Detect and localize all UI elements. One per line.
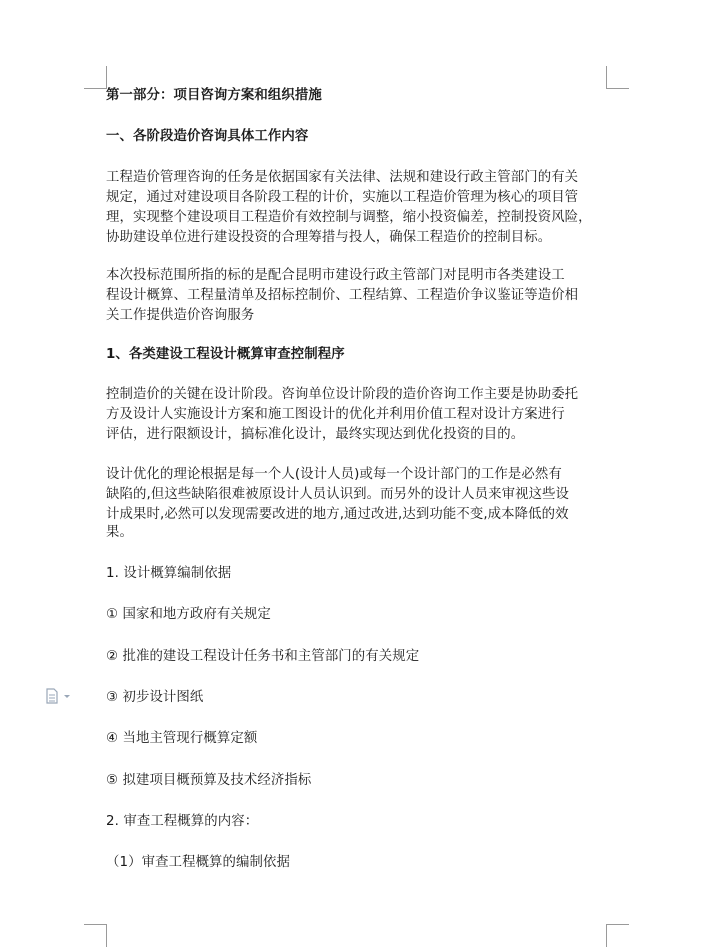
crop-mark-top-right bbox=[606, 66, 629, 89]
crop-mark-top-left bbox=[84, 66, 107, 89]
paragraph-1-line-2: 规定，通过对建设项目各阶段工程的计价，实施以工程造价管理为核心的项目管 bbox=[106, 190, 579, 205]
list-item: ④ 当地主管现行概算定额 bbox=[106, 731, 258, 746]
paragraph-1-line-1: 工程造价管理咨询的任务是依据国家有关法律、法规和建设行政主管部门的有关 bbox=[106, 170, 579, 185]
subsection-heading: 1、各类建设工程设计概算审查控制程序 bbox=[106, 347, 345, 362]
list-title-2: 2. 审查工程概算的内容： bbox=[106, 814, 259, 829]
paragraph-2-line-2: 程设计概算、工程量清单及招标控制价、工程结算、工程造价争议鉴证等造价相 bbox=[106, 288, 579, 303]
paragraph-4-line-4: 果。 bbox=[106, 525, 133, 540]
paragraph-4-line-3: 计成果时,必然可以发现需要改进的地方,通过改进,达到功能不变,成本降低的效 bbox=[106, 507, 569, 522]
paragraph-3-line-3: 评估，进行限额设计，搞标准化设计，最终实现达到优化投资的目的。 bbox=[106, 427, 525, 442]
paragraph-2-line-3: 关工作提供造价咨询服务 bbox=[106, 308, 255, 323]
paragraph-3-line-2: 方及设计人实施设计方案和施工图设计的优化并利用价值工程对设计方案进行 bbox=[106, 407, 565, 422]
paragraph-3-line-1: 控制造价的关键在设计阶段。咨询单位设计阶段的造价咨询工作主要是协助委托 bbox=[106, 387, 579, 402]
crop-mark-bottom-right bbox=[606, 924, 629, 947]
list-item: ③ 初步设计图纸 bbox=[106, 690, 204, 705]
list-item: ① 国家和地方政府有关规定 bbox=[106, 607, 271, 622]
paragraph-1-line-4: 协助建设单位进行建设投资的合理筹措与投人，确保工程造价的控制目标。 bbox=[106, 230, 552, 245]
section-heading: 一、各阶段造价咨询具体工作内容 bbox=[106, 129, 309, 144]
part-heading: 第一部分：项目咨询方案和组织措施 bbox=[106, 88, 322, 103]
list-item: ② 批准的建设工程设计任务书和主管部门的有关规定 bbox=[106, 649, 420, 664]
paragraph-1-line-3: 理，实现整个建设项目工程造价有效控制与调整，缩小投资偏差，控制投资风险， bbox=[106, 210, 592, 225]
paragraph-4-line-2: 缺陷的,但这些缺陷很难被原设计人员认识到。而另外的设计人员来审视这些设 bbox=[106, 487, 570, 502]
list-item: ⑤ 拟建项目概预算及技术经济指标 bbox=[106, 773, 312, 788]
paragraph-4-line-1: 设计优化的理论根据是每一个人(设计人员)或每一个设计部门的工作是必然有 bbox=[106, 467, 562, 482]
paragraph-2-line-1: 本次投标范围所指的标的是配合昆明市建设行政主管部门对昆明市各类建设工 bbox=[106, 268, 565, 283]
crop-mark-bottom-left bbox=[84, 924, 107, 947]
document-icon[interactable] bbox=[45, 688, 75, 704]
sub-list-item: （1）审查工程概算的编制依据 bbox=[106, 855, 290, 870]
list-title-1: 1. 设计概算编制依据 bbox=[106, 566, 232, 581]
